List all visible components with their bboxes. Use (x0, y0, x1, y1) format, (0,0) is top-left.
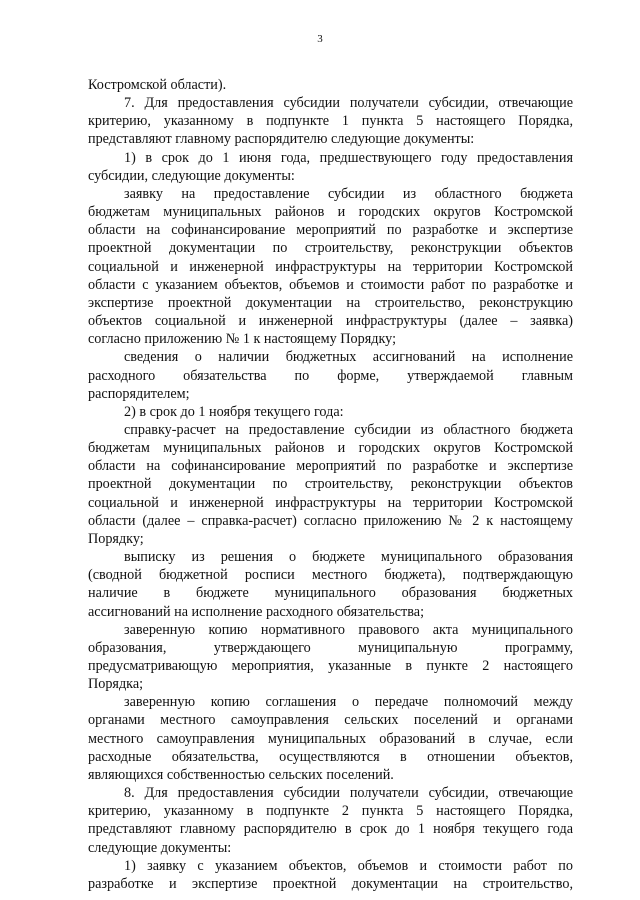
text-line: бюджетам муниципальных районов и городских округов Костромской (88, 204, 573, 221)
text-line: расходного обязательства по форме, утверждаемой главным (88, 367, 573, 384)
text-line: области на софинансирование мероприятий по разработке и экспертизе (88, 458, 573, 475)
text-line: распорядителем; (88, 385, 190, 402)
text-line: представляют главному распорядителю в срок до 1 ноября текущего года (88, 821, 573, 838)
text-line: 1) заявку с указанием объектов, объемов и стоимости работ по (124, 857, 573, 874)
text-line: предусматривающую мероприятия, указанные в пункте 2 настоящего (88, 658, 573, 674)
text-line: выписку из решения о бюджете муниципального образования (124, 549, 573, 566)
text-line: 2) в срок до 1 ноября текущего года: (124, 403, 344, 420)
text-line: бюджетам муниципальных районов и городских округов Костромской (88, 440, 573, 457)
text-line: заявку на предоставление субсидии из областного бюджета (124, 185, 573, 202)
text-line: следующие документы: (88, 839, 232, 856)
text-line: области с указанием объектов, объемов и стоимости работ по разработке и (88, 276, 573, 293)
text-line: объектов социальной и инженерной инфраструктуры (далее – заявка) (88, 313, 573, 330)
text-line: 7. Для предоставления субсидии получатели субсидии, отвечающие (124, 95, 573, 112)
text-line: 1) в срок до 1 июня года, предшествующего году предоставления (124, 149, 573, 166)
text-line: согласно приложению № 1 к настоящему Порядку; (88, 331, 397, 348)
text-line: критерию, указанному в подпункте 1 пункта 5 настоящего Порядка, (88, 113, 573, 130)
text-line: местного самоуправления муниципальных образований в случае, если (88, 730, 573, 747)
text-line: субсидии, следующие документы: (88, 167, 295, 184)
text-line: наличие в бюджете муниципального образования бюджетных (88, 585, 573, 602)
document-body (88, 76, 573, 893)
text-line: социальной и инженерной инфраструктуры на территории Костромской (88, 258, 573, 275)
text-line: экспертизе проектной документации на строительство, реконструкцию (88, 294, 573, 311)
page-number: 3 (317, 33, 323, 45)
text-line: проектной документации по строительству, реконструкции объектов (88, 476, 573, 493)
text-line: Порядка; (88, 676, 144, 693)
text-line: органами местного самоуправления сельских поселений и органами (88, 712, 573, 729)
text-line: сведения о наличии бюджетных ассигнований на исполнение (124, 349, 573, 366)
text-line: Костромской области). (88, 77, 227, 93)
text-line: образования, утверждающего муниципальную программу, (88, 639, 573, 656)
text-line: ассигнований на исполнение расходного обязательства; (88, 603, 425, 620)
text-line: области на софинансирование мероприятий по разработке и экспертизе (88, 222, 573, 239)
text-line: заверенную копию нормативного правового акта муниципального (124, 621, 573, 638)
text-line: справку-расчет на предоставление субсидии из областного бюджета (124, 421, 573, 438)
text-line: социальной и инженерной инфраструктуры на территории Костромской (88, 494, 573, 511)
text-line: заверенную копию соглашения о передаче полномочий между (124, 694, 573, 711)
text-line: области (далее – справка-расчет) согласно приложению № 2 к настоящему (88, 512, 573, 529)
text-line: разработке и экспертизе проектной документации на строительство, (88, 875, 573, 892)
text-line: Порядку; (88, 530, 144, 547)
text-line: являющихся собственностью сельских поселений. (88, 766, 394, 783)
text-line: проектной документации по строительству, реконструкции объектов (88, 240, 573, 257)
text-line: (сводной бюджетной росписи местного бюджета), подтверждающую (88, 567, 573, 584)
text-line: критерию, указанному в подпункте 2 пункта 5 настоящего Порядка, (88, 803, 573, 820)
text-line: расходные обязательства, осуществляются в отношении объектов, (88, 748, 573, 765)
text-line: представляют главному распорядителю следующие документы: (88, 131, 475, 148)
text-line: 8. Для предоставления субсидии получатели субсидии, отвечающие (124, 785, 573, 802)
